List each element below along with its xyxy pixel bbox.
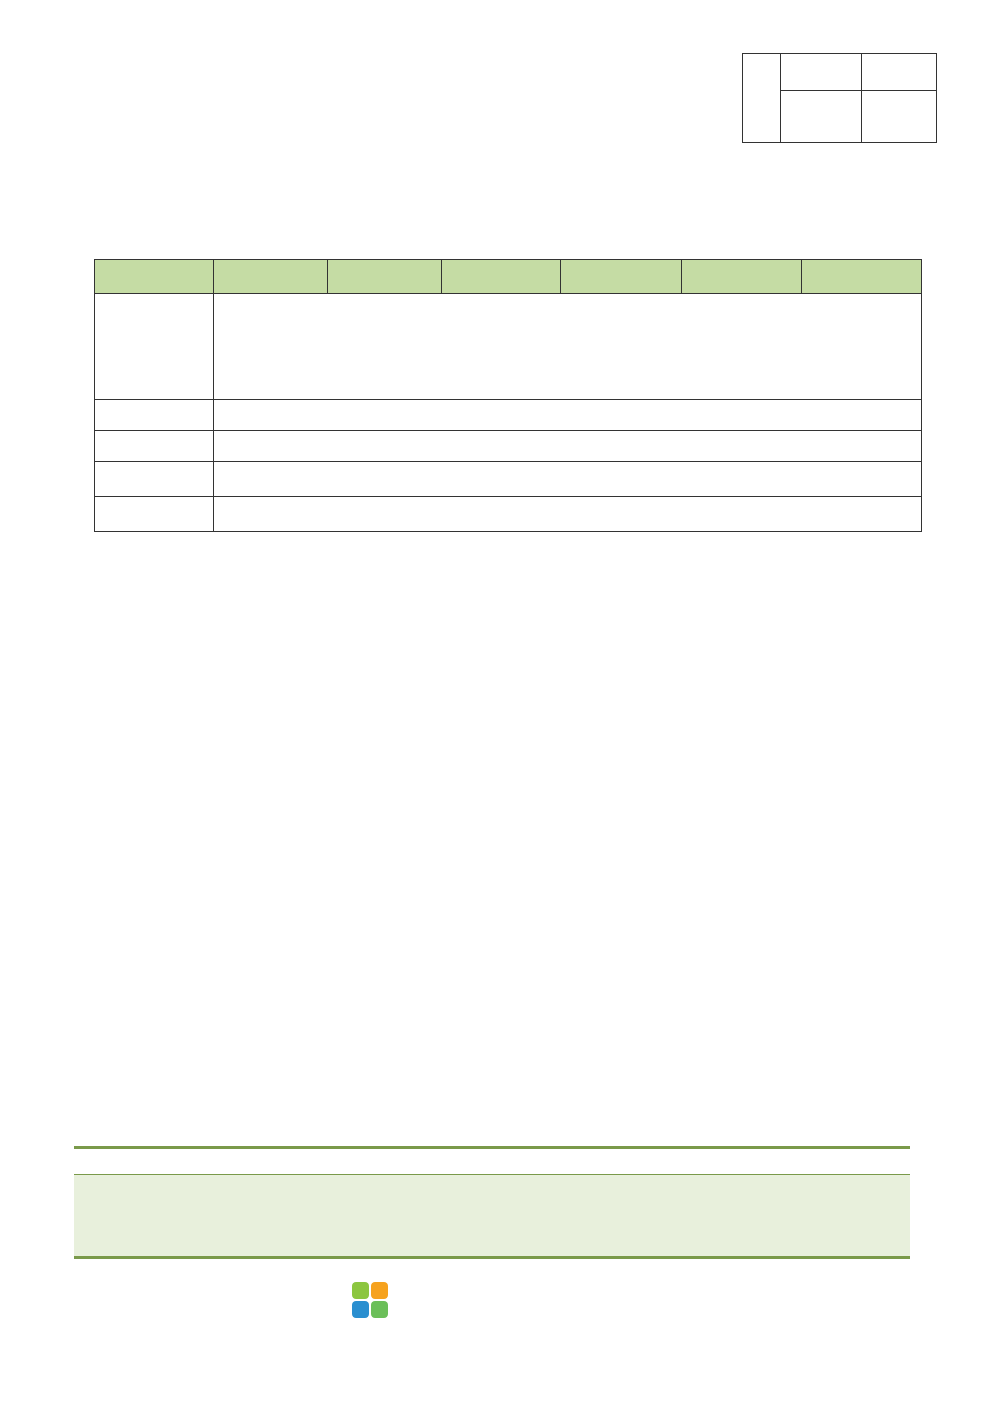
approval-col-director bbox=[862, 54, 937, 91]
time-label bbox=[95, 400, 214, 431]
notice-title bbox=[74, 1149, 910, 1175]
time-activity bbox=[214, 294, 922, 400]
time-label bbox=[95, 294, 214, 400]
time-row bbox=[95, 431, 922, 462]
weekday-header-row bbox=[95, 260, 922, 294]
time-label bbox=[95, 431, 214, 462]
time-row bbox=[95, 294, 922, 400]
time-label bbox=[95, 462, 214, 497]
notice-item bbox=[83, 1175, 910, 1202]
weekday-tue bbox=[328, 260, 442, 294]
notice-item bbox=[83, 1229, 910, 1256]
time-row bbox=[95, 497, 922, 532]
schedule-table bbox=[94, 259, 922, 532]
approval-col-manager bbox=[781, 54, 862, 91]
time-activity bbox=[214, 431, 922, 462]
weekday-fri bbox=[682, 260, 802, 294]
approval-label bbox=[743, 54, 781, 143]
approval-box bbox=[742, 53, 937, 143]
weekday-thu bbox=[561, 260, 682, 294]
approval-sign-manager bbox=[781, 91, 862, 143]
weekday-sat bbox=[802, 260, 922, 294]
header-corner bbox=[95, 260, 214, 294]
center-logo-icon bbox=[350, 1280, 390, 1320]
notice-item bbox=[83, 1202, 910, 1229]
footer-logo bbox=[350, 1280, 730, 1322]
time-activity bbox=[214, 462, 922, 497]
time-activity bbox=[214, 400, 922, 431]
time-activity bbox=[214, 497, 922, 532]
time-row bbox=[95, 462, 922, 497]
weekday-wed bbox=[442, 260, 561, 294]
weekday-mon bbox=[214, 260, 328, 294]
notice-body bbox=[74, 1175, 910, 1256]
approval-sign-director bbox=[862, 91, 937, 143]
notice-box bbox=[74, 1146, 910, 1259]
time-row bbox=[95, 400, 922, 431]
time-label bbox=[95, 497, 214, 532]
